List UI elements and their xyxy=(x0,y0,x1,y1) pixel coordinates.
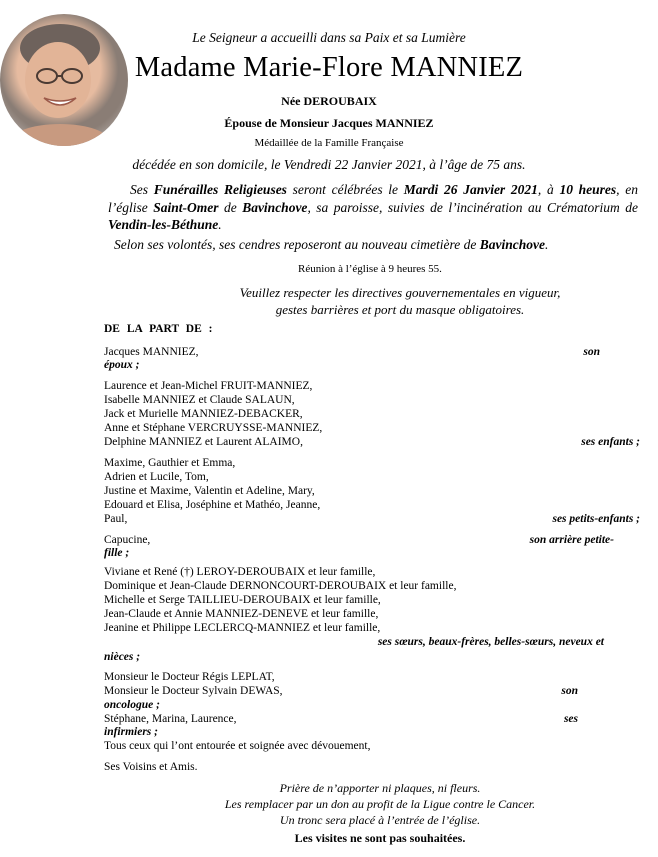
header-motto: Le Seigneur a accueilli dans sa Paix et sa Lumière xyxy=(192,30,466,45)
relation-label: fille ; xyxy=(104,547,130,559)
church-name: Saint-Omer xyxy=(153,199,219,215)
funeral-time: 10 heures xyxy=(559,182,617,197)
relation-label: son xyxy=(583,346,600,358)
maiden-name: Née DEROUBAIX xyxy=(281,94,377,108)
footer-line: Les remplacer par un don au profit de la Ligue contre le Cancer. xyxy=(224,797,536,811)
footer-requests xyxy=(0,780,658,828)
family-line: Monsieur le Docteur Régis LEPLAT, xyxy=(104,671,275,683)
family-line: Monsieur le Docteur Sylvain DEWAS, xyxy=(104,685,283,697)
caregivers-line: Tous ceux qui l’ont entourée et soignée avec dévouement, xyxy=(104,740,371,752)
footer-line: Prière de n’apporter ni plaques, ni fleurs. xyxy=(279,781,481,795)
family-line: Paul, xyxy=(104,513,128,525)
from-label: DE LA PART DE : xyxy=(104,323,213,335)
relation-label: ses petits-enfants ; xyxy=(552,513,640,525)
family-line: Anne et Stéphane VERCRUYSSE-MANNIEZ, xyxy=(104,422,323,434)
text-run: , sa paroisse, suivies de l’incinération au Crématorium de xyxy=(307,199,638,215)
relation-label: oncologue ; xyxy=(104,699,160,711)
relation-label: son xyxy=(561,685,578,697)
neighbours-line: Ses Voisins et Amis. xyxy=(104,761,198,773)
family-line: Edouard et Elisa, Joséphine et Mathéo, Jeanne, xyxy=(104,499,321,511)
relation-label: ses xyxy=(563,713,578,725)
text-run: , à xyxy=(537,182,560,197)
gathering-note: Réunion à l’église à 9 heures 55. xyxy=(298,263,442,275)
family-line: Dominique et Jean-Claude DERNONCOURT-DEROUBAIX et leur famille, xyxy=(104,580,457,592)
text-run: . xyxy=(545,237,549,252)
parish-name: Bavinchove xyxy=(242,199,308,215)
text-run: Selon ses volontés, ses cendres reposeront au nouveau cimetière de xyxy=(114,237,480,252)
death-line: décédée en son domicile, le Vendredi 22 Janvier 2021, à l’âge de 75 ans. xyxy=(132,157,526,172)
medal-line: Médaillée de la Famille Française xyxy=(254,137,404,149)
text-run: . xyxy=(218,217,222,232)
relation-label: infirmiers ; xyxy=(104,726,158,738)
family-line: Adrien et Lucile, Tom, xyxy=(104,471,209,483)
directive-line: Veuillez respecter les directives gouvernementales en vigueur, xyxy=(239,285,561,300)
family-line: Jack et Murielle MANNIEZ-DEBACKER, xyxy=(104,408,303,420)
relation-label: ses sœurs, beaux-frères, belles-sœurs, neveux et xyxy=(377,636,604,648)
family-line: Laurence et Jean-Michel FRUIT-MANNIEZ, xyxy=(104,380,313,392)
family-line: Michelle et Serge TAILLIEU-DEROUBAIX et leur famille, xyxy=(104,594,381,606)
family-line: Capucine, xyxy=(104,534,151,546)
family-line: Jeanine et Philippe LECLERCQ-MANNIEZ et leur famille, xyxy=(104,622,381,634)
family-line: Stéphane, Marina, Laurence, xyxy=(104,713,237,725)
family-line: Jacques MANNIEZ, xyxy=(104,346,199,358)
family-line: Delphine MANNIEZ et Laurent ALAIMO, xyxy=(104,436,303,448)
text-run: seront célébrées le xyxy=(286,182,404,197)
footer-line: Un tronc sera placé à l’entrée de l’église. xyxy=(279,813,481,827)
cemetery-place: Bavinchove xyxy=(479,237,546,252)
spouse-line: Épouse de Monsieur Jacques MANNIEZ xyxy=(224,116,434,130)
family-line: Justine et Maxime, Valentin et Adeline, Mary, xyxy=(104,485,315,497)
relation-label: époux ; xyxy=(104,359,140,371)
relation-label: nièces ; xyxy=(104,651,141,663)
family-line: Maxime, Gauthier et Emma, xyxy=(104,457,236,469)
ashes-line xyxy=(114,237,548,253)
text-run: de xyxy=(218,199,243,215)
deceased-name: Madame Marie-Flore MANNIEZ xyxy=(134,52,524,83)
family-line: Isabelle MANNIEZ et Claude SALAUN, xyxy=(104,394,295,406)
no-visits-note: Les visites ne sont pas souhaitées. xyxy=(294,831,466,845)
relation-label: son arrière petite- xyxy=(529,534,614,546)
directive-line: gestes barrières et port du masque obligatoires. xyxy=(275,302,525,317)
relation-label: ses enfants ; xyxy=(581,436,640,448)
funeral-type: Funérailles Religieuses xyxy=(153,182,287,197)
health-directives xyxy=(0,284,658,318)
family-line: Jean-Claude et Annie MANNIEZ-DENEVE et leur famille, xyxy=(104,608,379,620)
family-line: Viviane et René (†) LEROY-DEROUBAIX et leur famille, xyxy=(104,566,376,578)
crematorium-place: Vendin-les-Béthune xyxy=(108,217,219,232)
text-run: Ses xyxy=(130,182,154,197)
text-run: , en l’église xyxy=(108,182,638,215)
funeral-date: Mardi 26 Janvier 2021 xyxy=(403,182,538,197)
funeral-paragraph xyxy=(108,181,638,234)
